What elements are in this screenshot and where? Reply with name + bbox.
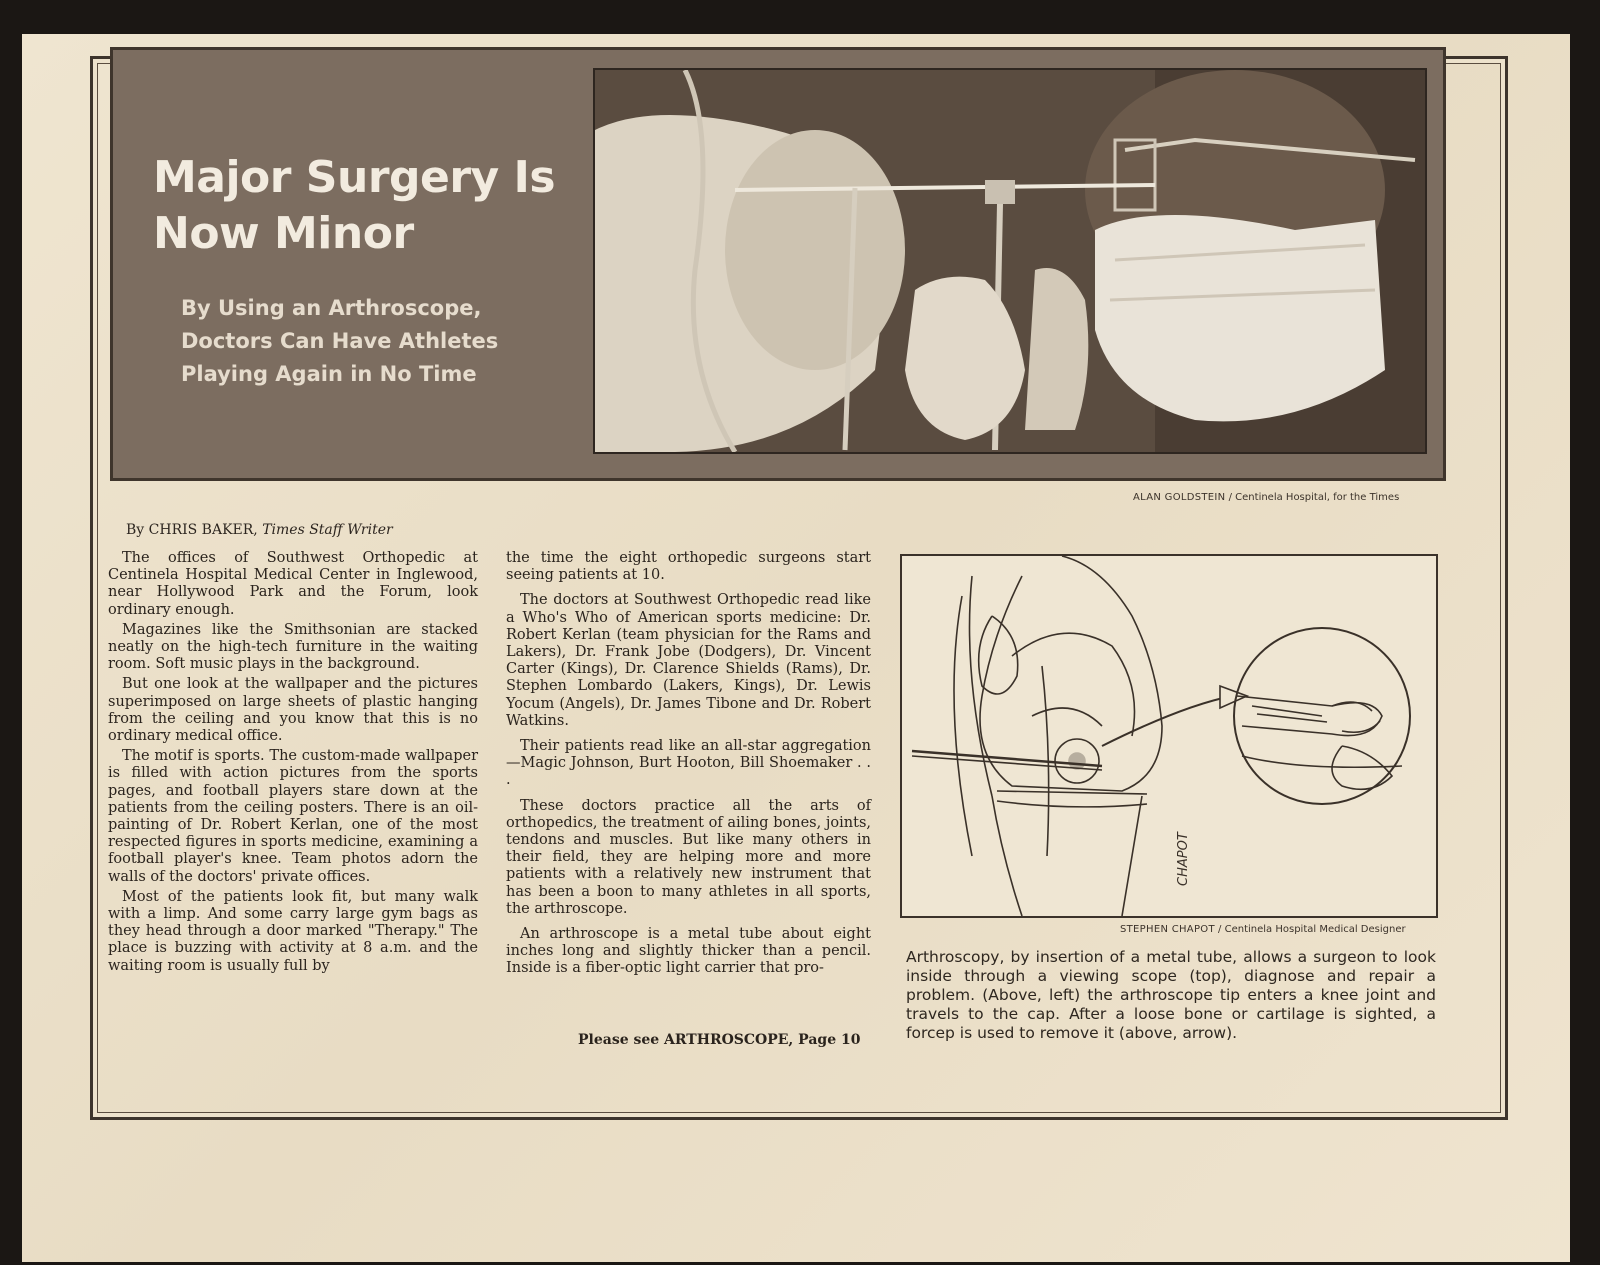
illustration-caption: Arthroscopy, by insertion of a metal tube, allows a surgeon to look inside through a viewing scope (top), diagnose and repair a problem. (Above, left) the arthroscope tip enters a knee joint and travels to the cap. After a loose bone or cartilage is sighted, a forcep is used to remove it (above, arrow). <box>906 948 1436 1042</box>
paragraph: Magazines like the Smithsonian are stacked neatly on the high-tech furniture in the waiting room. Soft music plays in the background. <box>108 621 478 673</box>
headline-banner <box>110 47 1446 481</box>
paragraph: Most of the patients look fit, but many walk with a limp. And some carry large gym bags as they head through a door marked "Therapy." The place is buzzing with activity at 8 a.m. and the waiting room is usually full by <box>108 888 478 974</box>
headline-title: Major Surgery Is Now Minor <box>153 152 556 259</box>
headline-subtitle: By Using an Arthroscope, Doctors Can Have Athletes Playing Again in No Time <box>181 296 499 386</box>
paragraph: The offices of Southwest Orthopedic at Centinela Hospital Medical Center in Inglewood, near Hollywood Park and the Forum, look ordinary enough. <box>108 550 478 618</box>
paragraph: These doctors practice all the arts of orthopedics, the treatment of ailing bones, joints, tendons and muscles. But like many others in their field, they are helping more and more patients with a relatively new instrument that has been a boon to many athletes in all sports, the arthroscope. <box>506 797 871 917</box>
artist-signature: CHAPOT <box>1176 832 1191 886</box>
surgery-photo <box>593 68 1427 454</box>
illustration-credit-name: STEPHEN CHAPOT <box>1120 924 1215 935</box>
paragraph: An arthroscope is a metal tube about eight inches long and slightly thicker than a pencil. Inside is a fiber-optic light carrier that pro- <box>506 926 871 977</box>
byline <box>126 522 393 538</box>
continued-jump-line: Please see ARTHROSCOPE, Page 10 <box>578 1032 861 1048</box>
article-column-2 <box>506 550 871 986</box>
illustration-credit <box>1120 924 1406 935</box>
paragraph: The motif is sports. The custom-made wallpaper is filled with action pictures from the sports pages, and football players stare down at the patients from the ceiling posters. There is an oil-painting of Dr. Robert Kerlan, one of the most respected figures in sports medicine, examining a football player's knee. Team photos adorn the walls of the doctors' private offices. <box>108 748 478 885</box>
byline-author: By CHRIS BAKER, <box>126 522 258 538</box>
paragraph: The doctors at Southwest Orthopedic read like a Who's Who of American sports medicine: Dr. Robert Kerlan (team physician for the Rams and Lakers), Dr. Frank Jobe (Dodgers), Dr. Vincent Carter (Kings), Dr. Clarence Shields (Rams), Dr. Stephen Lombardo (Lakers, Kings), Dr. Lewis Yocum (Angels), Dr. James Tibone and Dr. Robert Watkins. <box>506 592 871 729</box>
article-column-1 <box>108 550 478 978</box>
photo-credit-source: / Centinela Hospital, for the Times <box>1228 492 1400 503</box>
photo-credit-name: ALAN GOLDSTEIN <box>1133 492 1226 503</box>
paragraph: the time the eight orthopedic surgeons start seeing patients at 10. <box>506 550 871 584</box>
paragraph: Their patients read like an all-star aggregation—Magic Johnson, Burt Hooton, Bill Shoemaker . . . <box>506 738 871 789</box>
illustration-credit-source: / Centinela Hospital Medical Designer <box>1218 924 1406 935</box>
knee-illustration <box>900 554 1438 918</box>
byline-role: Times Staff Writer <box>262 522 393 538</box>
photo-credit <box>1133 492 1399 503</box>
paragraph: But one look at the wallpaper and the pictures superimposed on large sheets of plastic hanging from the ceiling and you know that this is no ordinary medical office. <box>108 676 478 745</box>
